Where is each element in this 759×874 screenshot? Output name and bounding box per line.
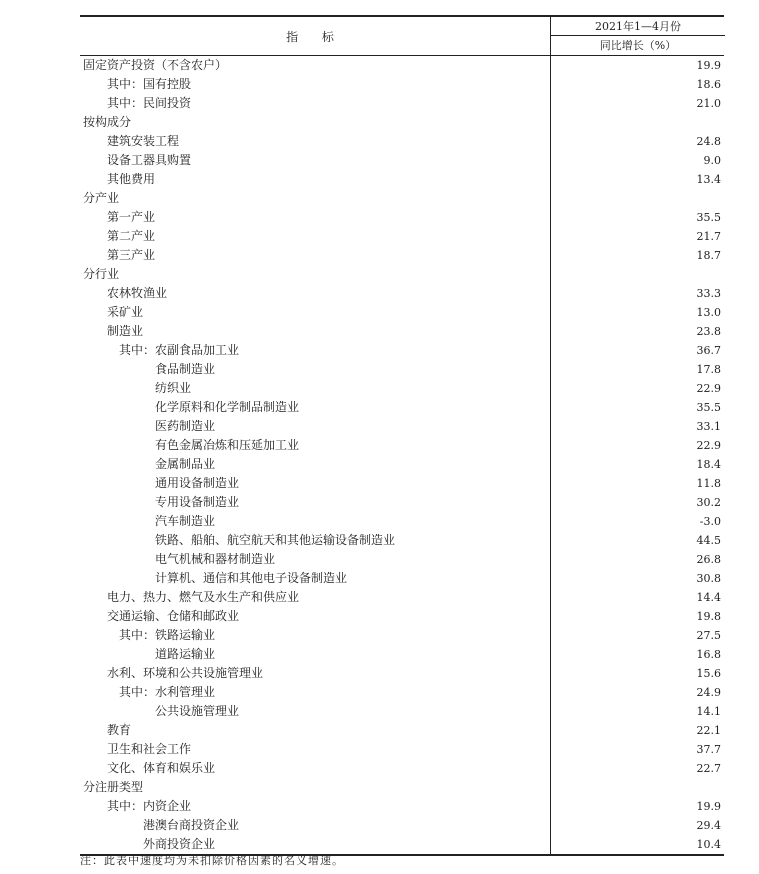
row-label: 食品制造业 bbox=[155, 362, 216, 376]
table-body bbox=[80, 56, 724, 854]
row-value: 22.1 bbox=[696, 724, 721, 737]
row-value: 33.1 bbox=[696, 420, 721, 433]
table-row bbox=[80, 455, 724, 474]
row-label: 建筑安装工程 bbox=[107, 134, 180, 148]
row-value: 11.8 bbox=[696, 477, 721, 490]
row-value: 19.8 bbox=[696, 610, 721, 623]
footnote: 注：此表中速度均为未扣除价格因素的名义增速。 bbox=[80, 854, 344, 867]
row-label: 医药制造业 bbox=[155, 419, 216, 433]
row-value: 13.4 bbox=[696, 173, 721, 186]
row-label: 按构成分 bbox=[83, 115, 132, 129]
row-label: 水利、环境和公共设施管理业 bbox=[107, 666, 264, 680]
table-header bbox=[80, 17, 724, 56]
row-value: 18.7 bbox=[696, 249, 721, 262]
table-row bbox=[80, 531, 724, 550]
row-value: 23.8 bbox=[696, 325, 721, 338]
table-row bbox=[80, 740, 724, 759]
table-row bbox=[80, 474, 724, 493]
row-label: 外商投资企业 bbox=[143, 837, 216, 851]
period-header: 2021年1—4月份 bbox=[551, 17, 725, 36]
row-value: 35.5 bbox=[696, 401, 721, 414]
row-label: 专用设备制造业 bbox=[155, 495, 240, 509]
table-row bbox=[80, 246, 724, 265]
table-row bbox=[80, 341, 724, 360]
table-row bbox=[80, 75, 724, 94]
row-value: 26.8 bbox=[696, 553, 721, 566]
row-value: 10.4 bbox=[696, 838, 721, 851]
row-label: 其他费用 bbox=[107, 172, 156, 186]
table-row bbox=[80, 626, 724, 645]
row-value: 18.6 bbox=[696, 78, 721, 91]
table-row bbox=[80, 132, 724, 151]
row-label: 有色金属冶炼和压延加工业 bbox=[155, 438, 300, 452]
row-value: 15.6 bbox=[696, 667, 721, 680]
table-row bbox=[80, 113, 724, 132]
row-label: 金属制品业 bbox=[155, 457, 216, 471]
table-row bbox=[80, 170, 724, 189]
row-value: 33.3 bbox=[696, 287, 721, 300]
investment-table bbox=[80, 15, 724, 856]
row-value: 29.4 bbox=[696, 819, 721, 832]
row-label: 道路运输业 bbox=[155, 647, 216, 661]
table-row bbox=[80, 664, 724, 683]
row-label: 卫生和社会工作 bbox=[107, 742, 192, 756]
table-row bbox=[80, 265, 724, 284]
row-label: 电气机械和器材制造业 bbox=[155, 552, 276, 566]
table-row bbox=[80, 702, 724, 721]
row-label: 分行业 bbox=[83, 267, 120, 281]
table-row bbox=[80, 322, 724, 341]
table-row bbox=[80, 227, 724, 246]
table-row bbox=[80, 797, 724, 816]
row-value: 22.7 bbox=[696, 762, 721, 775]
row-label: 固定资产投资（不含农户） bbox=[83, 58, 228, 72]
table-row bbox=[80, 189, 724, 208]
row-value: 35.5 bbox=[696, 211, 721, 224]
table-row bbox=[80, 284, 724, 303]
row-label: 采矿业 bbox=[107, 305, 144, 319]
row-label: 其中：铁路运输业 bbox=[119, 628, 216, 642]
table-row bbox=[80, 721, 724, 740]
row-label: 通用设备制造业 bbox=[155, 476, 240, 490]
row-value: 22.9 bbox=[696, 439, 721, 452]
table-row bbox=[80, 360, 724, 379]
row-label: 计算机、通信和其他电子设备制造业 bbox=[155, 571, 348, 585]
value-header bbox=[550, 17, 725, 55]
row-label: 设备工器具购置 bbox=[107, 153, 192, 167]
row-value: 22.9 bbox=[696, 382, 721, 395]
table-row bbox=[80, 56, 724, 75]
table-row bbox=[80, 778, 724, 797]
row-label: 第二产业 bbox=[107, 229, 156, 243]
row-label: 港澳台商投资企业 bbox=[143, 818, 240, 832]
row-value: 27.5 bbox=[696, 629, 721, 642]
row-value: 24.9 bbox=[696, 686, 721, 699]
row-label: 农林牧渔业 bbox=[107, 286, 168, 300]
row-label: 其中：国有控股 bbox=[107, 77, 192, 91]
row-label: 其中：农副食品加工业 bbox=[119, 343, 240, 357]
table-row bbox=[80, 151, 724, 170]
table-row bbox=[80, 759, 724, 778]
row-value: 21.7 bbox=[696, 230, 721, 243]
table-row bbox=[80, 588, 724, 607]
table-row bbox=[80, 607, 724, 626]
table-row bbox=[80, 436, 724, 455]
row-label: 分注册类型 bbox=[83, 780, 144, 794]
row-label: 纺织业 bbox=[155, 381, 192, 395]
row-label: 交通运输、仓储和邮政业 bbox=[107, 609, 240, 623]
table-row bbox=[80, 645, 724, 664]
row-value: 14.4 bbox=[696, 591, 721, 604]
row-value: 9.0 bbox=[703, 154, 721, 167]
row-value: 21.0 bbox=[696, 97, 721, 110]
row-label: 其中：水利管理业 bbox=[119, 685, 216, 699]
row-label: 其中：内资企业 bbox=[107, 799, 192, 813]
table-row bbox=[80, 512, 724, 531]
row-label: 分产业 bbox=[83, 191, 120, 205]
row-value: 13.0 bbox=[696, 306, 721, 319]
row-value: 30.2 bbox=[696, 496, 721, 509]
row-label: 铁路、船舶、航空航天和其他运输设备制造业 bbox=[155, 533, 396, 547]
table-row bbox=[80, 379, 724, 398]
row-value: 14.1 bbox=[696, 705, 721, 718]
row-label: 第三产业 bbox=[107, 248, 156, 262]
row-value: 18.4 bbox=[696, 458, 721, 471]
table-row bbox=[80, 94, 724, 113]
row-value: 36.7 bbox=[696, 344, 721, 357]
row-value: 17.8 bbox=[696, 363, 721, 376]
row-label: 电力、热力、燃气及水生产和供应业 bbox=[107, 590, 300, 604]
row-label: 化学原料和化学制品制造业 bbox=[155, 400, 300, 414]
indicator-header: 指 标 bbox=[286, 29, 344, 44]
growth-header: 同比增长（%） bbox=[599, 39, 677, 52]
row-value: 24.8 bbox=[696, 135, 721, 148]
table-row bbox=[80, 816, 724, 835]
table-row bbox=[80, 550, 724, 569]
row-label: 第一产业 bbox=[107, 210, 156, 224]
table-row bbox=[80, 303, 724, 322]
table-row bbox=[80, 493, 724, 512]
row-value: 44.5 bbox=[696, 534, 721, 547]
row-value: 19.9 bbox=[696, 800, 721, 813]
row-label: 公共设施管理业 bbox=[155, 704, 240, 718]
row-value: 16.8 bbox=[696, 648, 721, 661]
row-label: 教育 bbox=[107, 723, 132, 737]
row-label: 文化、体育和娱乐业 bbox=[107, 761, 216, 775]
table-row bbox=[80, 683, 724, 702]
row-label: 其中：民间投资 bbox=[107, 96, 192, 110]
row-value: 37.7 bbox=[696, 743, 721, 756]
row-label: 制造业 bbox=[107, 324, 144, 338]
row-value: 30.8 bbox=[696, 572, 721, 585]
table-row bbox=[80, 398, 724, 417]
table-row bbox=[80, 208, 724, 227]
row-value: 19.9 bbox=[696, 59, 721, 72]
table-row bbox=[80, 417, 724, 436]
row-value: -3.0 bbox=[699, 515, 721, 528]
table-row bbox=[80, 569, 724, 588]
row-label: 汽车制造业 bbox=[155, 514, 216, 528]
